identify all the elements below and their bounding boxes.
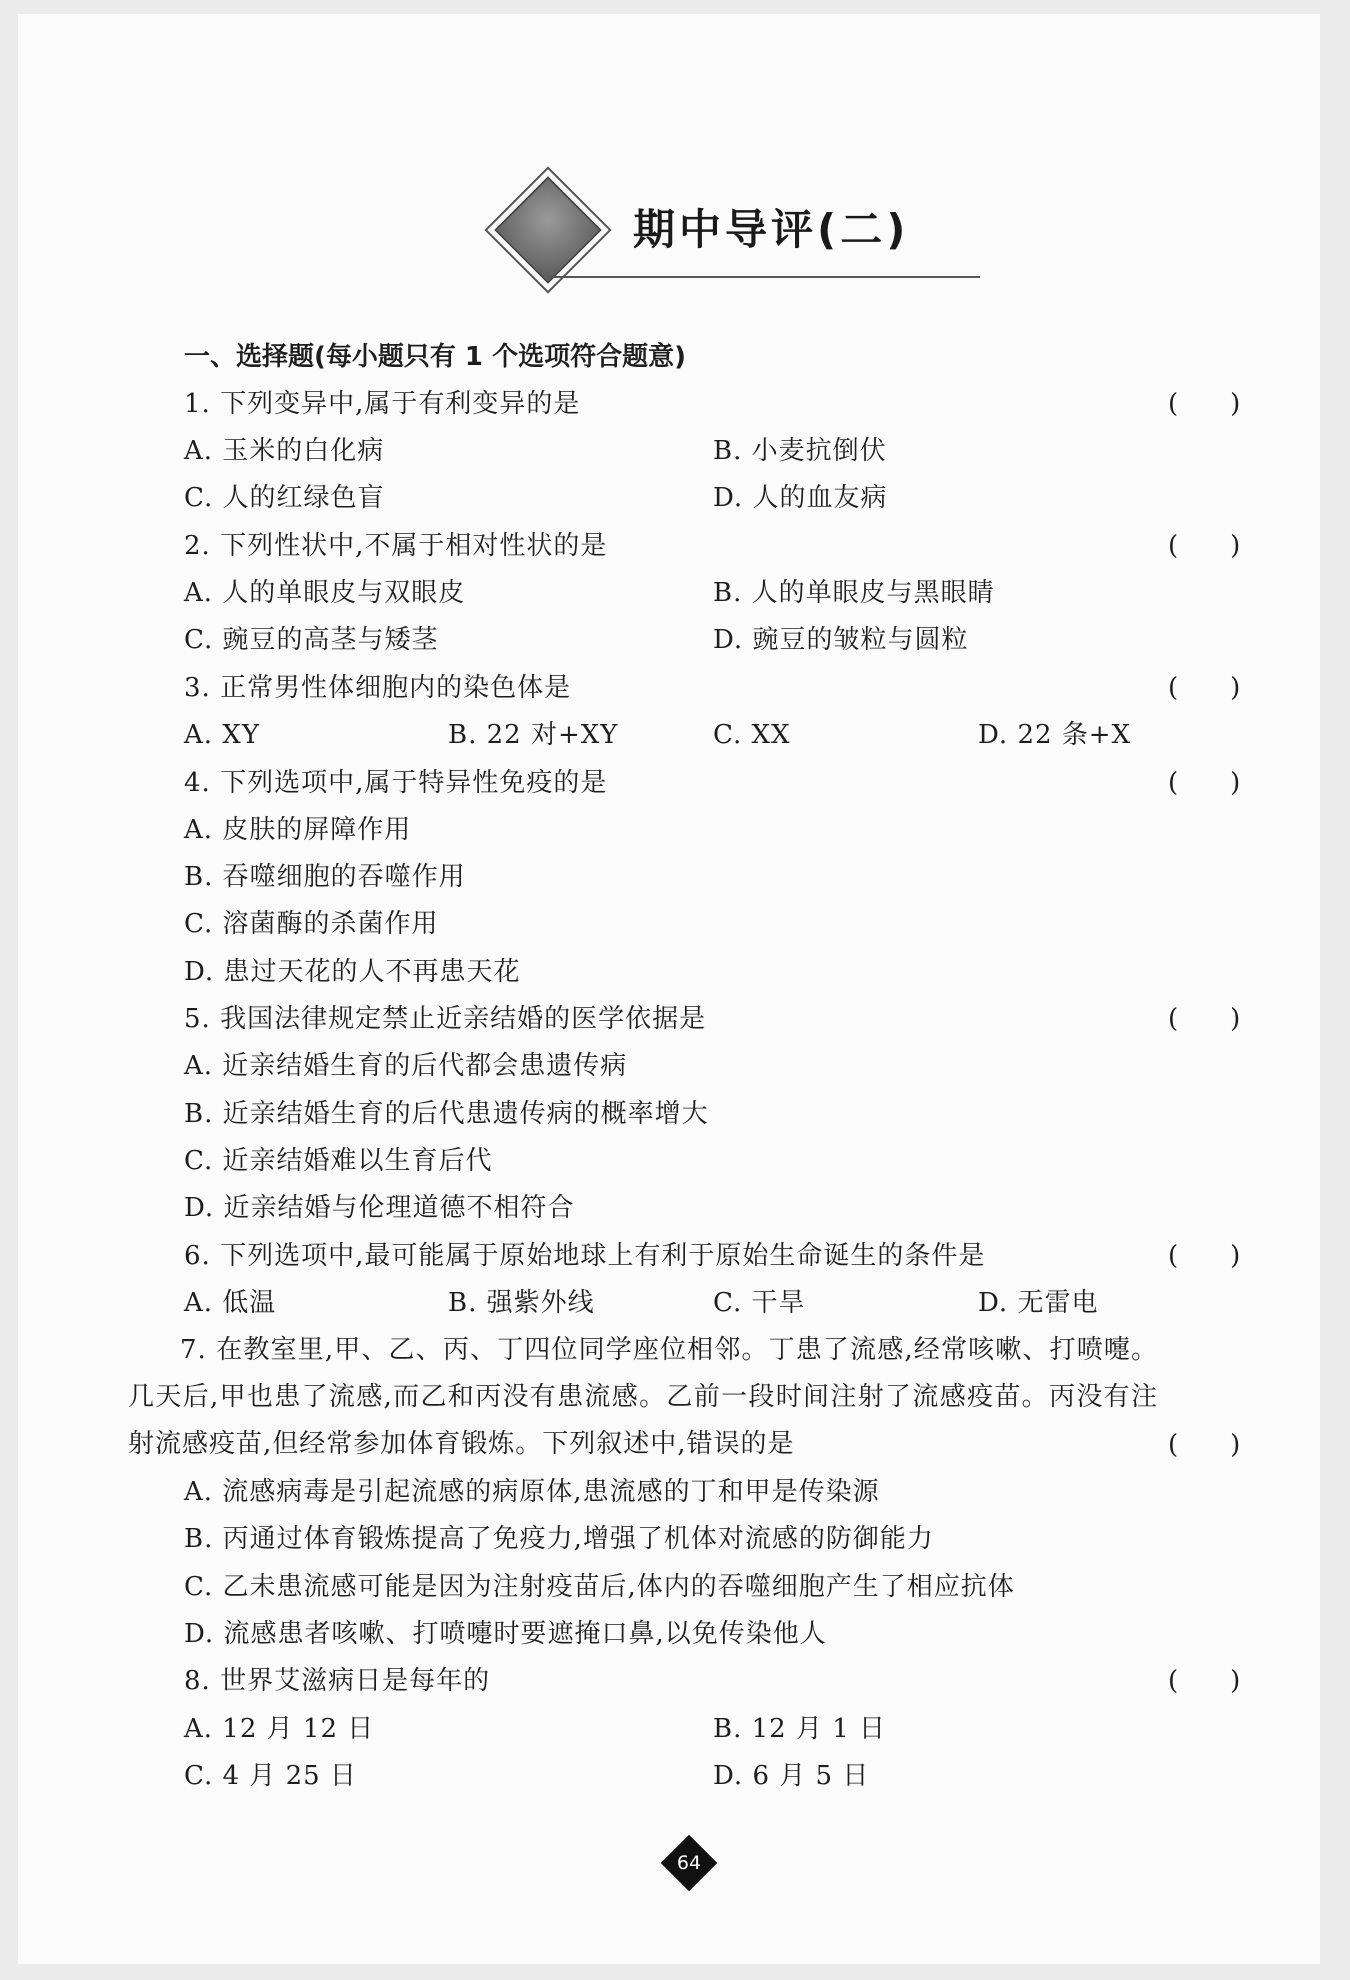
q7-option-b[interactable]: B. 丙通过体育锻炼提高了免疫力,增强了机体对流感的防御能力 (184, 1524, 934, 1554)
q4-option-a[interactable]: A. 皮肤的屏障作用 (184, 815, 412, 845)
q3-option-a[interactable]: A. XY (184, 720, 260, 750)
q1-answer-blank[interactable]: ( ) (1168, 389, 1241, 419)
q6-stem: 6. 下列选项中,最可能属于原始地球上有利于原始生命诞生的条件是 (184, 1241, 986, 1271)
q2-option-a[interactable]: A. 人的单眼皮与双眼皮 (184, 578, 466, 608)
title-underline (550, 276, 980, 278)
q8-answer-blank[interactable]: ( ) (1168, 1666, 1241, 1696)
q2-stem: 2. 下列性状中,不属于相对性状的是 (184, 531, 608, 561)
q2-answer-blank[interactable]: ( ) (1168, 531, 1241, 561)
q4-option-d[interactable]: D. 患过天花的人不再患天花 (184, 957, 521, 987)
q3-option-d[interactable]: D. 22 条+X (978, 720, 1132, 750)
q8-option-b[interactable]: B. 12 月 1 日 (713, 1714, 887, 1744)
q1-stem: 1. 下列变异中,属于有利变异的是 (184, 389, 581, 419)
q6-option-b[interactable]: B. 强紫外线 (448, 1288, 595, 1318)
q8-option-c[interactable]: C. 4 月 25 日 (184, 1761, 357, 1791)
q6-answer-blank[interactable]: ( ) (1168, 1241, 1241, 1271)
q4-answer-blank[interactable]: ( ) (1168, 768, 1241, 798)
q7-answer-blank[interactable]: ( ) (1168, 1430, 1241, 1460)
q5-answer-blank[interactable]: ( ) (1168, 1004, 1241, 1034)
q3-option-b[interactable]: B. 22 对+XY (448, 720, 619, 750)
q7-option-d[interactable]: D. 流感患者咳嗽、打喷嚏时要遮掩口鼻,以免传染他人 (184, 1619, 827, 1649)
section-heading: 一、选择题(每小题只有 1 个选项符合题意) (184, 342, 686, 372)
page-header (18, 14, 1320, 274)
q7-option-c[interactable]: C. 乙未患流感可能是因为注射疫苗后,体内的吞噬细胞产生了相应抗体 (184, 1572, 1015, 1602)
q5-stem: 5. 我国法律规定禁止近亲结婚的医学依据是 (184, 1004, 707, 1034)
page-title: 期中导评(二) (633, 205, 910, 254)
q5-option-a[interactable]: A. 近亲结婚生育的后代都会患遗传病 (184, 1051, 628, 1081)
q6-option-d[interactable]: D. 无雷电 (978, 1288, 1099, 1318)
q8-option-a[interactable]: A. 12 月 12 日 (184, 1714, 375, 1744)
q4-option-c[interactable]: C. 溶菌酶的杀菌作用 (184, 909, 439, 939)
q7-stem: 7. 在教室里,甲、乙、丙、丁四位同学座位相邻。丁患了流感,经常咳嗽、打喷嚏。几天后,甲也患了流感,而乙和丙没有患流感。乙前一段时间注射了流感疫苗。丙没有注射流感疫苗,但经常参加体育锻炼。下列叙述中,错误的是 (128, 1335, 1158, 1459)
q2-option-b[interactable]: B. 人的单眼皮与黑眼睛 (713, 578, 995, 608)
q1-option-a[interactable]: A. 玉米的白化病 (184, 436, 385, 466)
q3-stem: 3. 正常男性体细胞内的染色体是 (184, 673, 572, 703)
worksheet-page (18, 14, 1320, 1964)
q1-option-b[interactable]: B. 小麦抗倒伏 (713, 436, 887, 466)
q1-option-c[interactable]: C. 人的红绿色盲 (184, 483, 385, 513)
q8-stem: 8. 世界艾滋病日是每年的 (184, 1666, 491, 1696)
q6-option-c[interactable]: C. 干旱 (713, 1288, 806, 1318)
q4-stem: 4. 下列选项中,属于特异性免疫的是 (184, 768, 608, 798)
q7-option-a[interactable]: A. 流感病毒是引起流感的病原体,患流感的丁和甲是传染源 (184, 1477, 880, 1507)
q1-option-d[interactable]: D. 人的血友病 (713, 483, 888, 513)
q5-option-d[interactable]: D. 近亲结婚与伦理道德不相符合 (184, 1193, 575, 1223)
title-diamond-icon (494, 176, 601, 283)
q2-option-d[interactable]: D. 豌豆的皱粒与圆粒 (713, 625, 969, 655)
q3-option-c[interactable]: C. XX (713, 720, 791, 750)
q2-option-c[interactable]: C. 豌豆的高茎与矮茎 (184, 625, 439, 655)
page-number: 64 (676, 1852, 702, 1874)
q6-option-a[interactable]: A. 低温 (184, 1288, 277, 1318)
q5-option-c[interactable]: C. 近亲结婚难以生育后代 (184, 1146, 493, 1176)
q3-answer-blank[interactable]: ( ) (1168, 673, 1241, 703)
q4-option-b[interactable]: B. 吞噬细胞的吞噬作用 (184, 862, 466, 892)
q5-option-b[interactable]: B. 近亲结婚生育的后代患遗传病的概率增大 (184, 1099, 709, 1129)
q8-option-d[interactable]: D. 6 月 5 日 (713, 1761, 870, 1791)
